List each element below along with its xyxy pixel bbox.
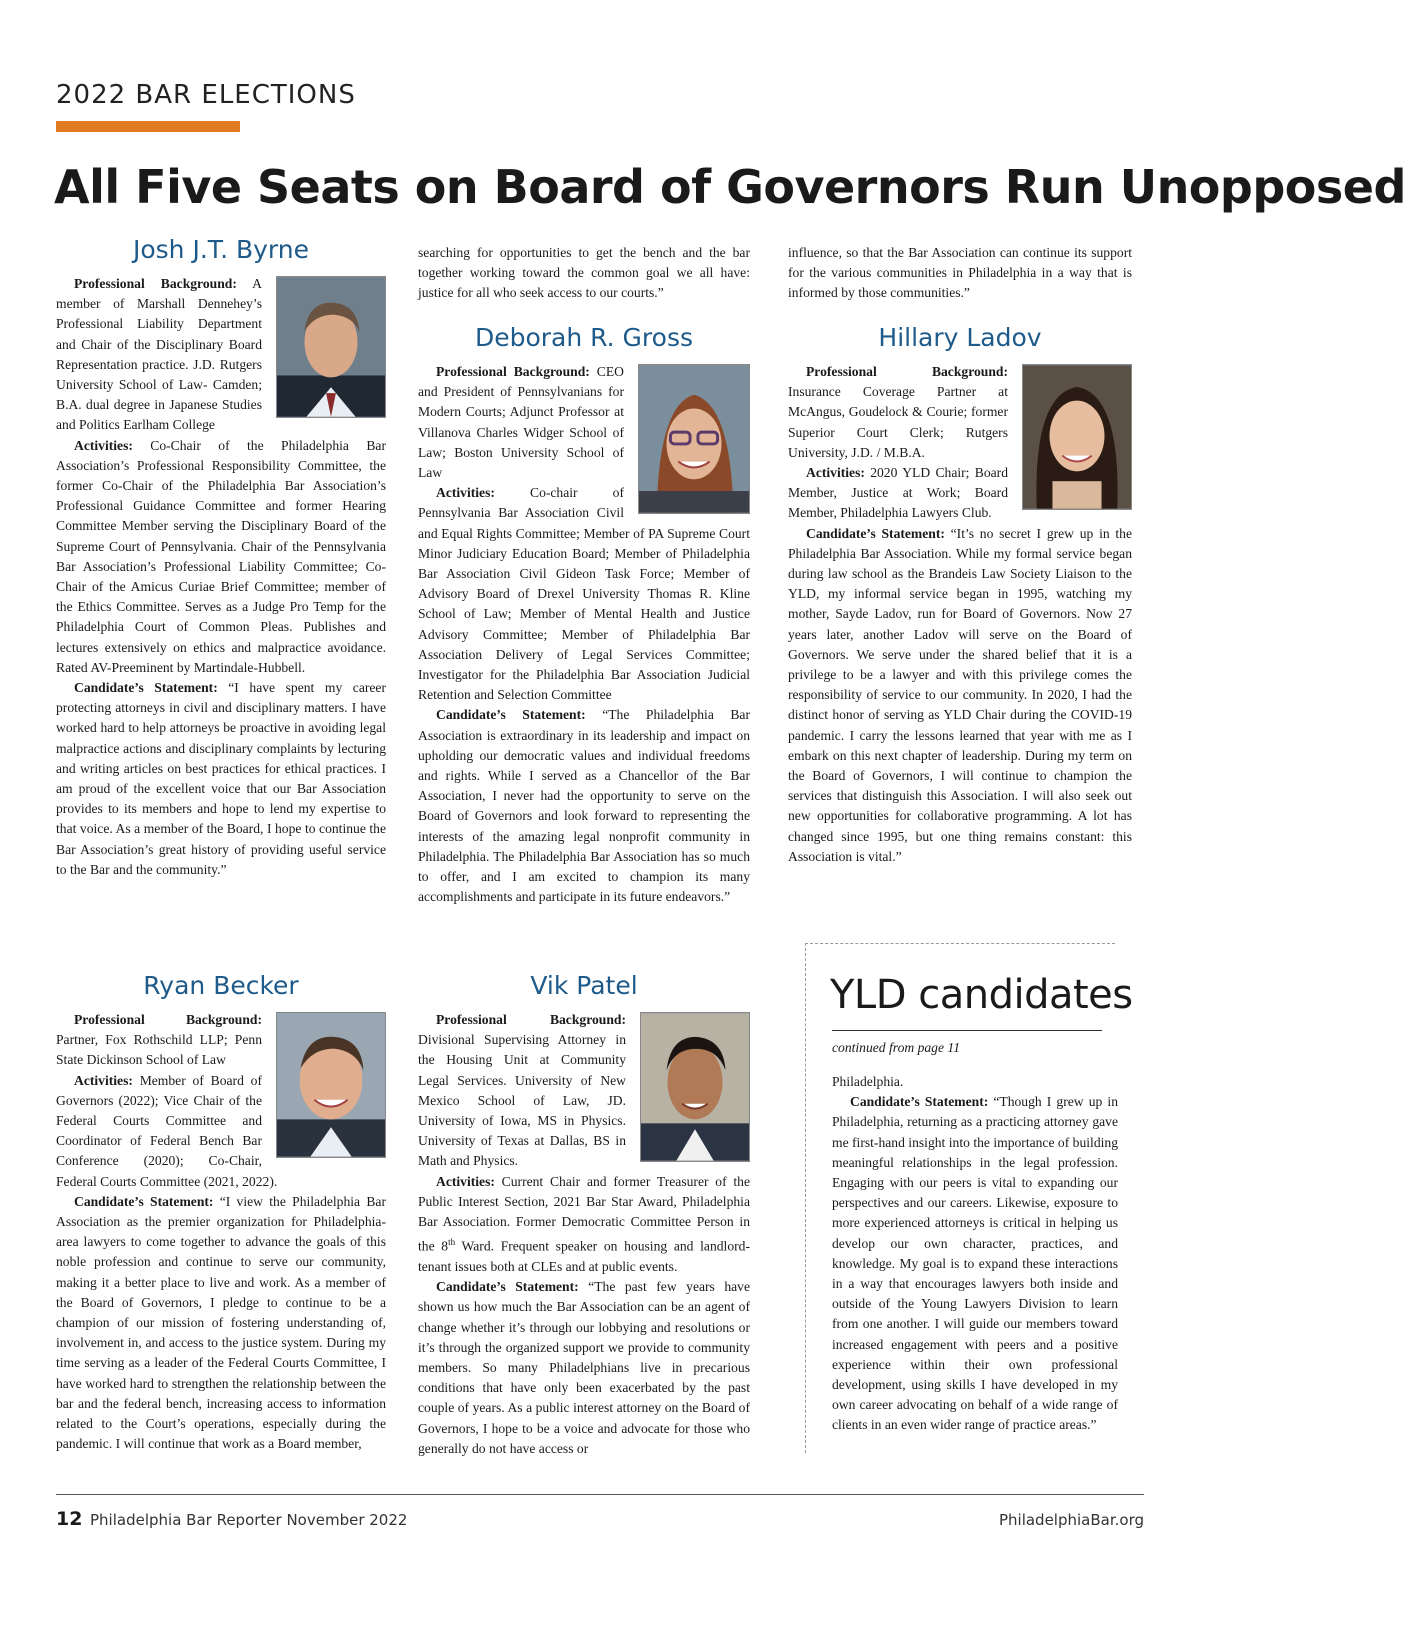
yld-candidate-statement — [832, 1072, 1118, 1436]
label-background: Professional Background: — [436, 1012, 626, 1027]
candidate-photo — [276, 276, 386, 418]
activities-text-end: Ward. Frequent speaker on housing and landlord-tenant issues both at CLEs and at public events. — [418, 1238, 750, 1274]
label-activities: Activities: — [806, 465, 865, 481]
background-text: CEO and President of Pennsylvanians for Modern Courts; Adjunct Professor at Villanova Charles Widger School of Law; Boston University School of Law — [418, 364, 624, 481]
page-headline: All Five Seats on Board of Governors Run Unopposed — [54, 160, 1406, 214]
statement-text: “I view the Philadelphia Bar Association as the premier organization for Philadelphia-area lawyers to come together to advance the goals of this noble profession and continue to serve our community, making it a better place to live and work. As a member of the Board of Governors, I pledge to continue to be a champion of our mission of fostering understanding of, involvement in, and access to the justice system. During my time serving as a leader of the Federal Courts Committee, I have worked hard to strengthen the relationship between the bar and the federal bench, increasing access to information related to the Court’s operations, especially during the pandemic. I will continue that work as a Board member, — [56, 1193, 386, 1452]
continuation-text: influence, so that the Bar Association can continue its support for the various communities in Philadelphia in a way that is informed by those communities.” — [788, 245, 1132, 301]
label-background: Professional Background: — [74, 1012, 262, 1027]
candidate-becker — [56, 968, 386, 1454]
background-text: Partner, Fox Rothschild LLP; Penn State Dickinson School of Law — [56, 1032, 262, 1068]
headshot-image — [641, 1013, 749, 1161]
candidate-name: Ryan Becker — [143, 971, 299, 1000]
continuation-text: searching for opportunities to get the bench and the bar together working toward the common goal we all have: justice for all who seek access to our courts.” — [418, 245, 750, 301]
accent-rule — [56, 121, 240, 132]
headshot-image — [1023, 365, 1131, 509]
activities-text: Member of Board of Governors (2022); Vice Chair of the Federal Courts Committee and Coordinator of Federal Bench Bar Conference (2020); Co-Chair, Federal Courts Committee (2021, 2022). — [56, 1072, 278, 1189]
candidate-gross — [418, 320, 750, 907]
label-statement: Candidate’s Statement: — [436, 707, 586, 723]
label-activities: Activities: — [436, 1173, 495, 1189]
candidate-patel — [418, 968, 750, 1459]
label-background: Professional Background: — [74, 276, 237, 291]
candidate-photo — [1022, 364, 1132, 510]
website-url[interactable]: PhiladelphiaBar.org — [998, 1511, 1144, 1529]
statement-text: “It’s no secret I grew up in the Philadelphia Bar Association. While my formal service began during law school as the Brandeis Law Society Liaison to the YLD, my informal service began in 1995, watching my mother, Sayde Ladov, run for Board of Governors. Now 27 years later, another Ladov will serve on the Board of Governors. We serve under the shared belief that it is a privilege to be a lawyer and with this privilege comes the responsibility of service to our community. In 2020, I had the distinct honor of serving as YLD Chair during the COVID-19 pandemic. I carry the lessons learned that year with me as I embark on this next chapter of leadership. During my term on the Board of Governors, I will continue to champion the services that distinguish this Association. I will also seek out new opportunities for collaborative programming. A lot has changed since 1995, but one thing remains constant: this Association is vital.” — [788, 525, 1132, 864]
label-statement: Candidate’s Statement: — [806, 525, 945, 541]
label-background: Professional Background: — [436, 364, 590, 379]
background-text: Insurance Coverage Partner at McAngus, Goudelock & Courie; former Superior Court Clerk; Rutgers University, J.D. / M.B.A. — [788, 384, 1008, 460]
candidate-byrne — [56, 232, 386, 880]
yld-first-line: Philadelphia. — [832, 1074, 904, 1089]
activities-text: 2020 YLD Chair; Board Member, Justice at Work; Board Member, Philadelphia Lawyers Club. — [788, 465, 1008, 521]
label-activities: Activities: — [74, 437, 133, 453]
statement-text: “I have spent my career protecting attorneys in civil and disciplinary matters. I have worked hard to help attorneys be proactive in avoiding legal malpractice actions and disciplinary complaints by lecturing and writing articles on best practices for ethical practices. I am proud of the excellent voice that our Bar Association provides to its members and hope to lend my expertise to that voice. As a member of the Board, I hope to continue the Bar Association’s great history of providing useful service to the Bar and the community.” — [56, 680, 386, 877]
candidate-photo — [640, 1012, 750, 1162]
label-background: Professional Background: — [806, 364, 1008, 379]
activities-text: Co-chair of Pennsylvania Bar Association Civil and Equal Rights Committee; Member of PA Supreme Court Minor Judiciary Education Board; Member of Philadelphia Bar Association Civil Gideon Task Force; Member of Advisory Board of Drexel University Thomas R. Kline School of Law; Member of Mental Health and Justice Advisory Committee; Member of Philadelphia Bar Association Delivery of Legal Services Committee; Investigator for the Philadelphia Bar Association Judicial Retention and Selection Committee — [418, 485, 750, 703]
label-statement: Candidate’s Statement: — [74, 1193, 214, 1209]
yld-title: YLD candidates — [830, 972, 1133, 1018]
candidate-photo — [276, 1012, 386, 1158]
headshot-image — [277, 1013, 385, 1157]
ordinal-suffix: th — [448, 1237, 456, 1248]
candidate-photo — [638, 364, 750, 514]
candidate-name: Josh J.T. Byrne — [132, 235, 309, 264]
footer-rule — [56, 1494, 1144, 1495]
statement-text: “The Philadelphia Bar Association is extraordinary in its leadership and impact on upholding our democratic values and individual freedoms and rights. While I served as a Chancellor of the Bar Association, I never had the opportunity to serve on the Board of Governors and look forward to representing the interests of the amazing legal nonprofit community in Philadelphia. The Philadelphia Bar Association has so much to offer, and I am excited to champion its many accomplishments and participate in its future endeavors.” — [418, 707, 750, 905]
candidate-name: Deborah R. Gross — [474, 323, 693, 352]
statement-continuation — [788, 243, 1132, 304]
candidate-ladov — [788, 320, 1132, 867]
label-statement: Candidate’s Statement: — [436, 1279, 579, 1295]
headshot-image — [639, 365, 749, 513]
continued-note: continued from page 11 — [832, 1040, 960, 1055]
headshot-image — [277, 277, 385, 417]
label-statement: Candidate’s Statement: — [850, 1094, 989, 1110]
label-activities: Activities: — [74, 1072, 133, 1088]
label-activities: Activities: — [436, 485, 495, 501]
candidate-name: Vik Patel — [530, 971, 638, 1000]
statement-text: “Though I grew up in Philadelphia, returning as a practicing attorney gave me first-hand insight into the importance of building meaningful relationships in the legal profession. Engaging with our peers is vital to expanding our perspectives and our careers. Likewise, exposure to more experienced attorneys is critical in helping us develop our own character, practices, and knowledge. My goal is to expand these interactions in a way that encourages lawyers both inside and outside of the Young Lawyers Division to learn from one another. I will guide our members toward increased engagement with peers and a positive experience within their own professional development, using skills I have developed in my own career advocating on behalf of a wide range of clients in an even wider range of practice areas.” — [832, 1094, 1118, 1433]
statement-text: “The past few years have shown us how much the Bar Association can be an agent of change whether it’s through our lobbying and resolutions or it’s through the organized support we provide to community members. So many Philadelphians live in precarious conditions that have only been exacerbated by the past couple of years. As a public interest attorney on the Board of Governors, I hope to be a voice and advocate for those who generally do not have access or — [418, 1279, 750, 1456]
activities-text: Co-Chair of the Philadelphia Bar Association’s Professional Responsibility Committee, the former Co-Chair of the Philadelphia Bar Association’s Professional Guidance Committee and former Hearing Committee Member serving the Disciplinary Board of the Supreme Court of Pennsylvania. Chair of the Pennsylvania Bar Association’s Professional Liability Committee; Co-Chair of the Amicus Curiae Brief Committee; member of the Ethics Committee. Serves as a Judge Pro Temp for the Philadelphia Court of Common Pleas. Publishes and lectures extensively on ethics and malpractice avoidance. Rated AV-Preeminent by Martindale-Hubbell. — [56, 437, 386, 675]
label-statement: Candidate’s Statement: — [74, 680, 218, 696]
statement-continuation — [418, 243, 750, 304]
background-text: Divisional Supervising Attorney in the Housing Unit at Community Legal Services. University of New Mexico School of Law, JD. University of Iowa, MS in Physics. University of Texas at Dallas, BS in Math and Physics. — [418, 1032, 626, 1169]
candidate-name: Hillary Ladov — [878, 323, 1042, 352]
publication-name: Philadelphia Bar Reporter November 2022 — [90, 1511, 408, 1529]
yld-title-rule — [832, 1030, 1102, 1031]
page-number: 12 — [56, 1508, 83, 1530]
section-label: 2022 BAR ELECTIONS — [56, 80, 356, 110]
background-text: A member of Marshall Dennehey’s Professional Liability Department and Chair of the Disciplinary Board Representation practice. J.D. Rutgers University School of Law- Camden; B.A. dual degree in Japanese Studies and Politics Earlham College — [56, 276, 262, 433]
activities-text: Current Chair and former Treasurer of the Public Interest Section, 2021 Bar Star Award, Philadelphia Bar Association. Former Democratic Committee Person in the 8 — [418, 1173, 750, 1254]
